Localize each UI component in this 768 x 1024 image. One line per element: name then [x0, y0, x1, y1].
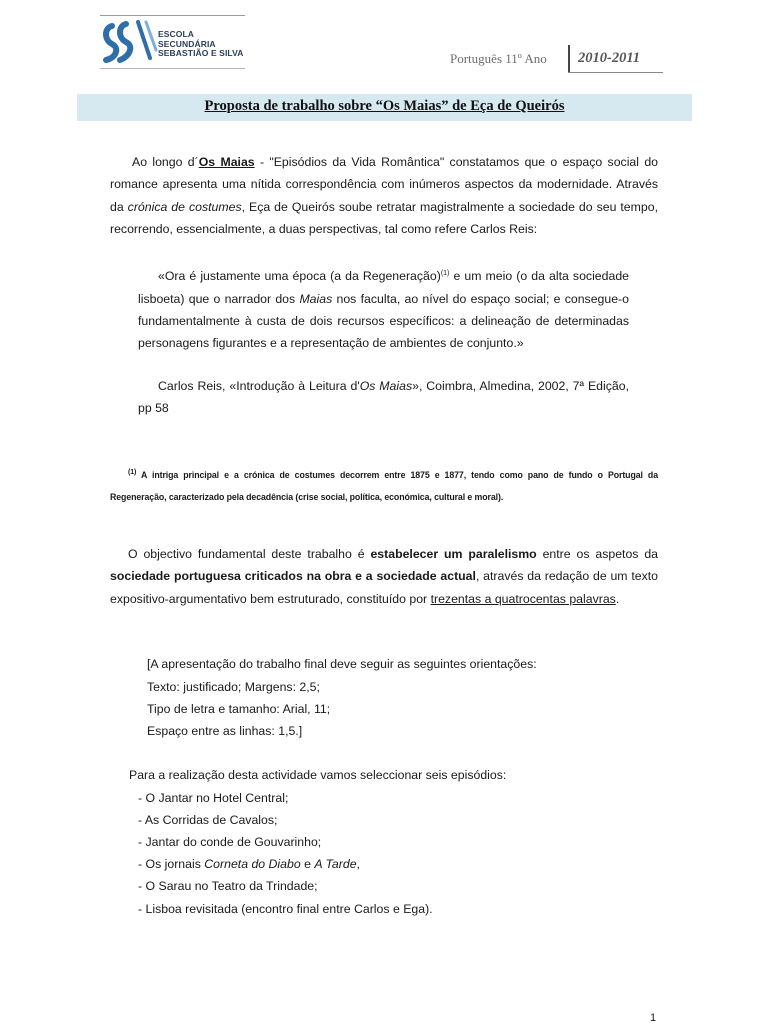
course-label: Português 11º Ano: [450, 51, 547, 66]
quote-footnote-ref: (1): [440, 270, 450, 277]
intro-text-1: Ao longo d´: [132, 155, 199, 169]
school-emblem-icon: [102, 20, 158, 64]
objective-text-4: .: [615, 591, 620, 606]
episode-item: [138, 857, 360, 871]
episode-4-atarde: A Tarde: [314, 857, 357, 871]
intro-cronica: crónica de costumes: [127, 199, 242, 214]
episode-4-and: e: [300, 857, 315, 871]
guideline-line-2: Texto: justificado; Margens: 2,5;: [147, 680, 320, 694]
episode-item: - O Sarau no Teatro da Trindade;: [138, 879, 318, 893]
citation-text-2: », Coimbra, Almedina, 2002, 7ª Edição, pp 58: [138, 379, 629, 416]
guideline-line-1: [A apresentação do trabalho final deve seguir as seguintes orientações:: [147, 657, 537, 671]
citation-text-1: Carlos Reis, «Introdução à Leitura d': [158, 379, 360, 393]
quote-text-3: nos faculta, ao nível do espaço social; e consegue-o fundamentalmente à custa de dois recursos específicos: a delineação de determinadas personagens figurantes e a representação de ambientes de conjunto.»: [138, 291, 629, 351]
episode-item: - O Jantar no Hotel Central;: [138, 791, 289, 805]
episode-item: - Lisboa revisitada (encontro final entre Carlos e Ega).: [138, 902, 433, 916]
document-title: Proposta de trabalho sobre “Os Maias” de Eça de Queirós: [204, 98, 565, 114]
episode-item: - As Corridas de Cavalos;: [138, 813, 278, 827]
intro-book-title: Os Maias: [198, 155, 255, 169]
school-year: 2010-2011: [578, 50, 641, 66]
quote-maias: Maias: [299, 291, 333, 306]
intro-text-2: - "Episódios da Vida Romântica" constatamos que o espaço social do romance apresenta uma nítida correspondência com inúmeros aspectos da modernidade. Através da: [110, 155, 658, 214]
header-divider: [568, 45, 570, 73]
footnote-marker: (1): [128, 469, 137, 476]
school-name-line-2: SECUNDÁRIA: [158, 38, 216, 49]
objective-paralelismo: estabelecer um paralelismo: [370, 547, 537, 561]
page-number: 1: [650, 1012, 657, 1024]
guideline-line-4: Espaço entre as linhas: 1,5.]: [147, 724, 303, 738]
quote-text-1: «Ora é justamente uma época (a da Regeneração): [158, 269, 441, 284]
episode-4-comma: ,: [356, 857, 360, 871]
objective-text-1: O objectivo fundamental deste trabalho é: [128, 547, 371, 561]
intro-text-3: , Eça de Queirós soube retratar magistralmente a sociedade do seu tempo, recorrendo, essencialmente, a duas perspectivas, tal como refere Carlos Reis:: [110, 199, 658, 237]
episode-4-corneta: Corneta do Diabo: [204, 857, 301, 871]
guideline-line-3: Tipo de letra e tamanho: Arial, 11;: [147, 702, 331, 716]
footnote: [110, 462, 658, 508]
footnote-text: A intriga principal e a crónica de costumes decorrem entre 1875 e 1877, tendo como pano de fundo o Portugal da Regeneração, caracterizado pela decadência (crise social, política, económica, cultural e moral).: [110, 469, 658, 502]
objective-word-count: trezentas a quatrocentas palavras: [430, 591, 616, 606]
citation-book: Os Maias: [359, 379, 413, 393]
school-logo: [100, 15, 245, 69]
carlos-reis-quote: [138, 263, 629, 355]
school-name: [158, 30, 243, 59]
school-name-line-1: ESCOLA: [158, 29, 195, 39]
quote-citation: [138, 375, 629, 420]
header-underline: [568, 72, 663, 73]
intro-paragraph: [110, 151, 658, 241]
objective-text-2: entre os aspetos da: [536, 547, 659, 561]
episode-item: - Jantar do conde de Gouvarinho;: [138, 835, 322, 849]
quote-text-2: e um meio (o da alta sociedade lisboeta) que o narrador dos: [138, 269, 629, 306]
school-name-line-3: SEBASTIÃO E SILVA: [158, 48, 244, 58]
episode-4-text: - Os jornais: [138, 857, 205, 871]
title-band: [77, 94, 692, 121]
objective-paragraph: [110, 543, 658, 610]
objective-sociedade: sociedade portuguesa criticados na obra e a sociedade actual: [110, 569, 476, 584]
episodes-intro: Para a realização desta actividade vamos seleccionar seis episódios:: [129, 768, 507, 782]
objective-text-3: , através da redação de um texto expositivo-argumentativo bem estruturado, constituído por: [110, 569, 658, 606]
